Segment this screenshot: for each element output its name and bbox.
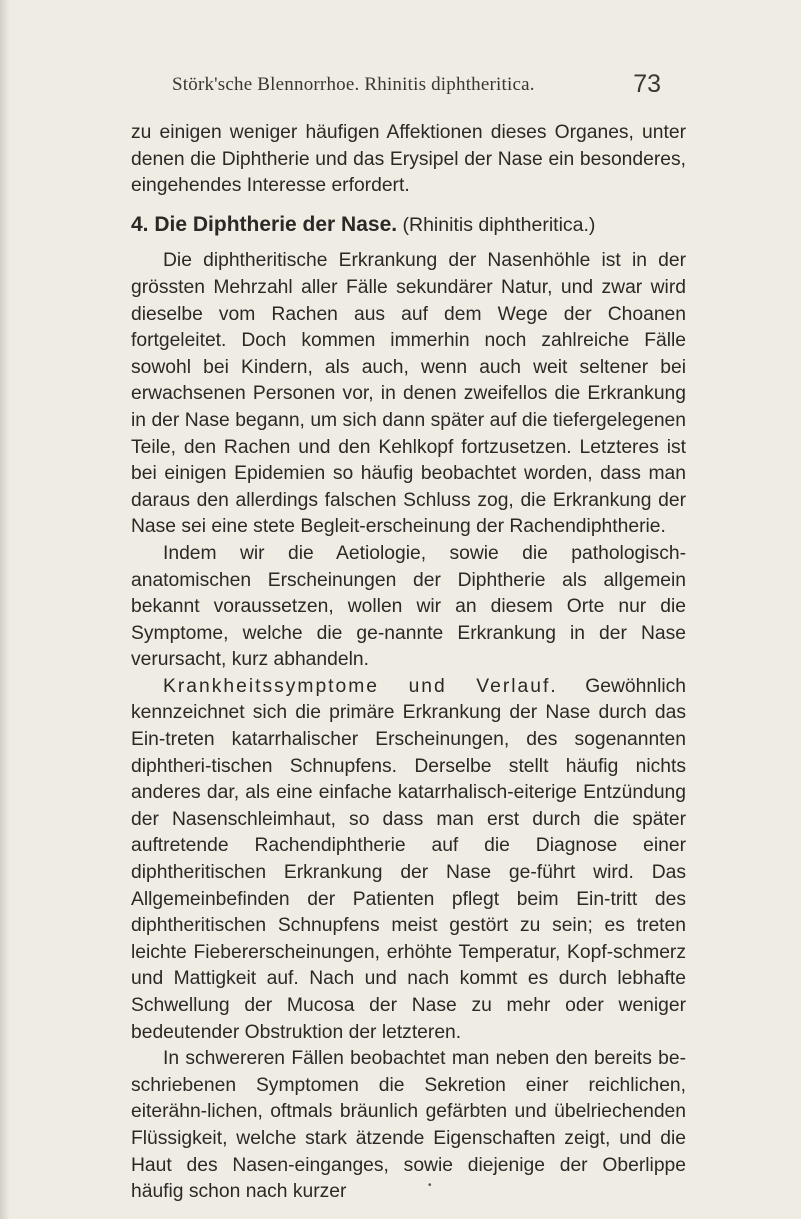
paragraph-intro: zu einigen weniger häufigen Affektionen dieses Organes, unter denen die Diphtherie und das Erysipel der Nase ein besonderes, eingehendes Interesse erfordert.: [131, 122, 686, 197]
paragraph-severe-cases: In schwereren Fällen beobachtet man neben den bereits be-schriebenen Symptomen die Sekretion einer reichlichen, eiterähn-lichen, oftmals bräunlich gefärbten und übelriechenden Flüssigkeit, welche stark ätzende Eigenschaften zeigt, und die Haut des Nasen-einganges, sowie diejenige der Oberlippe häufig schon nach kurzer: [131, 1048, 686, 1203]
paragraph-symptoms: [131, 674, 686, 1046]
footer-mark: •: [428, 1180, 432, 1191]
page-header: [0, 70, 801, 100]
page-number: 73: [633, 70, 661, 98]
symptoms-label: Krankheitssymptome und Verlauf.: [163, 675, 558, 697]
paragraph-etiology: Die diphtheritische Erkrankung der Nasenhöhle ist in der grössten Mehrzahl aller Fälle sekundärer Natur, und zwar wird dieselbe vom Rachen aus auf dem Wege der Choanen fortgeleitet. Doch kommen immerhin noch zahlreiche Fälle sowohl bei Kindern, als auch, wenn auch weit seltener bei erwachsenen Personen vor, in denen zweifellos die Erkrankung in der Nase begann, um sich dann später auf die tiefergelegenen Teile, den Rachen und den Kehlkopf fortzusetzen. Letzteres ist bei einigen Epidemien so häufig beobachtet worden, dass man daraus den allerdings falschen Schluss zog, die Erkrankung der Nase sei eine stete Begleit-erscheinung der Rachendiphtherie.: [131, 250, 686, 538]
section-subtitle: (Rhinitis diphtheritica.): [397, 213, 596, 236]
section-title: 4. Die Diphtherie der Nase.: [131, 212, 398, 236]
running-head: Störk'sche Blennorrhoe. Rhinitis diphtheritica.: [172, 74, 535, 95]
paragraph-assumptions: Indem wir die Aetiologie, sowie die pathologisch-anatomischen Erscheinungen der Diphtherie als allgemein bekannt voraussetzen, wollen wir an diesem Orte nur die Symptome, welche die ge-nannte Erkrankung in der Nase verursacht, kurz abhandeln.: [131, 542, 686, 671]
body-text: [131, 120, 686, 1206]
section-heading: [131, 212, 686, 239]
page-edge-shadow: [0, 0, 10, 1219]
symptoms-text: Gewöhnlich kennzeichnet sich die primäre Erkrankung der Nase durch das Ein-treten katarrhalischer Erscheinungen, des sogenannten diphtheri-tischen Schnupfens. Derselbe stellt häufig nichts anderes dar, als eine einfache katarrhalisch-eiterige Entzündung der Nasenschleimhaut, so dass man erst durch die später auftretende Rachendiphtherie auf die Diagnose einer diphtheritischen Erkrankung der Nase ge-führt wird. Das Allgemeinbefinden der Patienten pflegt beim Ein-tritt des diphtheritischen Schnupfens meist gestört zu sein; es treten leichte Fiebererscheinungen, erhöhte Temperatur, Kopf-schmerz und Mattigkeit auf. Nach und nach kommt es durch lebhafte Schwellung der Mucosa der Nase zu mehr oder weniger bedeutender Obstruktion der letzteren.: [131, 675, 687, 1043]
